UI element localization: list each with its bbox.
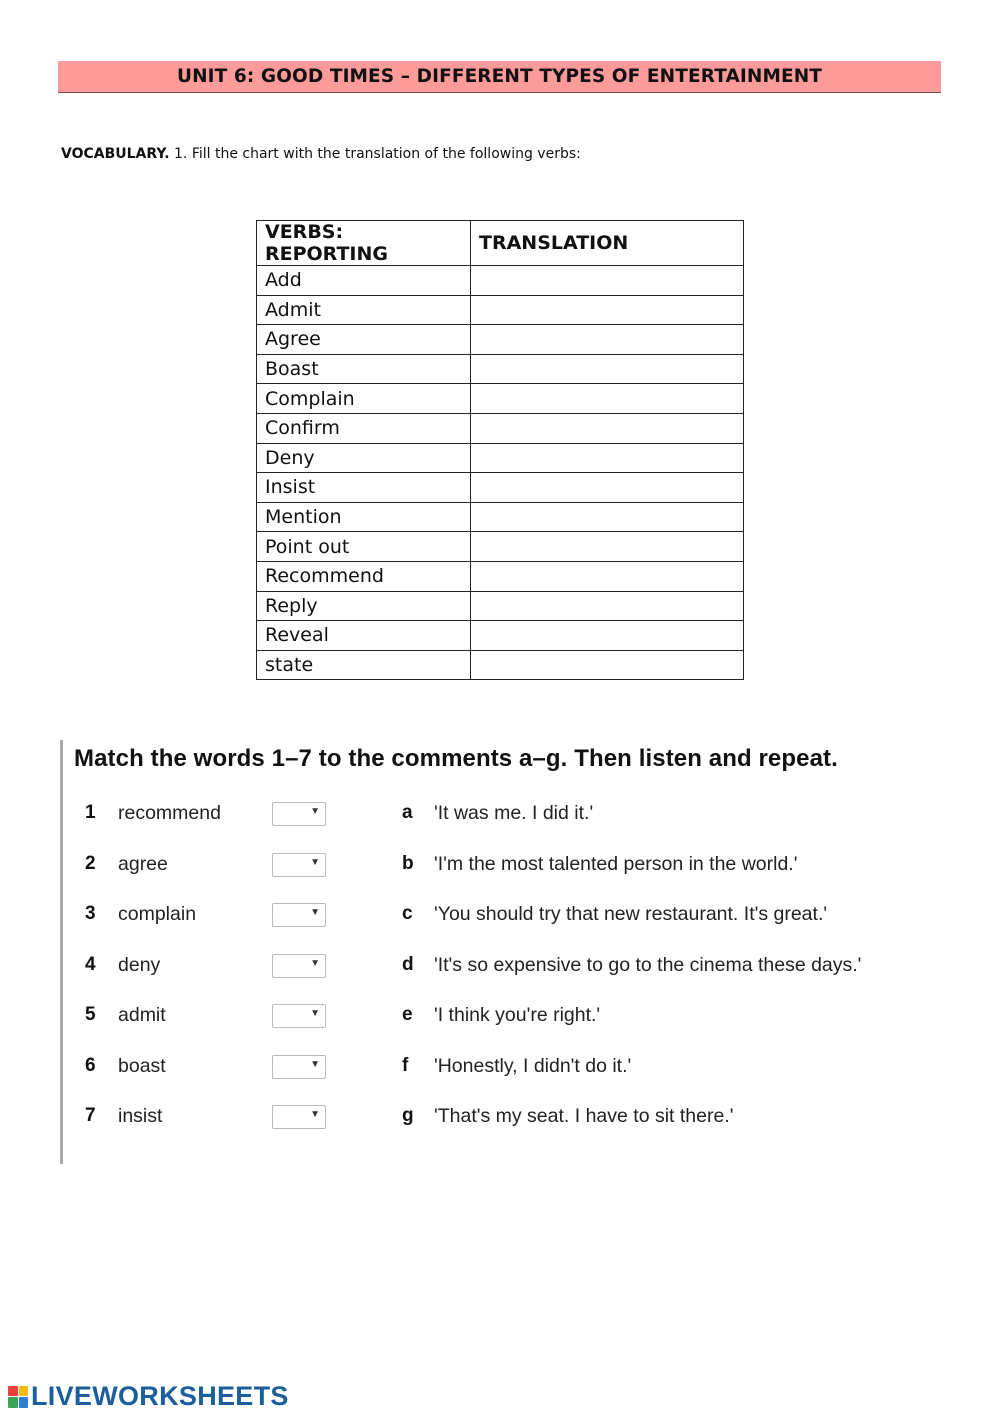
verb-cell: Reply — [257, 591, 471, 621]
table-row — [257, 502, 744, 532]
comment-text: 'You should try that new restaurant. It's great.' — [434, 903, 828, 925]
table-row — [257, 650, 744, 680]
matching-title: Match the words 1–7 to the comments a–g. Then listen and repeat. — [74, 745, 838, 772]
verb-cell: Recommend — [257, 561, 471, 591]
chevron-down-icon: ▼ — [310, 1109, 320, 1120]
comment-text: 'I think you're right.' — [434, 1004, 601, 1026]
translation-cell[interactable] — [471, 325, 744, 355]
table-row — [257, 295, 744, 325]
table-row — [257, 354, 744, 384]
column-header-verbs: VERBS: REPORTING — [257, 221, 471, 266]
item-word: recommend — [118, 802, 221, 824]
translation-cell[interactable] — [471, 443, 744, 473]
verb-cell: state — [257, 650, 471, 680]
table-row — [257, 384, 744, 414]
translation-cell[interactable] — [471, 266, 744, 296]
item-word: complain — [118, 903, 197, 925]
comment-letter: c — [402, 903, 413, 924]
verb-cell: Mention — [257, 502, 471, 532]
translation-cell[interactable] — [471, 532, 744, 562]
table-row — [257, 621, 744, 651]
chevron-down-icon: ▼ — [310, 1059, 320, 1070]
translation-cell[interactable] — [471, 621, 744, 651]
translation-cell[interactable] — [471, 354, 744, 384]
answer-dropdown[interactable] — [272, 954, 326, 978]
verb-cell: Agree — [257, 325, 471, 355]
translation-cell[interactable] — [471, 473, 744, 503]
verb-cell: Add — [257, 266, 471, 296]
table-row — [257, 413, 744, 443]
item-word: boast — [118, 1055, 166, 1077]
chevron-down-icon: ▼ — [310, 907, 320, 918]
answer-dropdown[interactable] — [272, 1055, 326, 1079]
translation-cell[interactable] — [471, 502, 744, 532]
column-header-translation: TRANSLATION — [471, 221, 744, 266]
comment-letter: b — [402, 853, 414, 874]
vocabulary-instruction — [61, 146, 581, 162]
verb-cell: Confirm — [257, 413, 471, 443]
chevron-down-icon: ▼ — [310, 806, 320, 817]
translation-cell[interactable] — [471, 295, 744, 325]
chevron-down-icon: ▼ — [310, 857, 320, 868]
item-word: admit — [118, 1004, 166, 1026]
comment-letter: a — [402, 802, 413, 823]
item-number: 4 — [85, 954, 96, 975]
comment-letter: g — [402, 1105, 414, 1126]
answer-dropdown[interactable] — [272, 802, 326, 826]
answer-dropdown[interactable] — [272, 853, 326, 877]
translation-cell[interactable] — [471, 561, 744, 591]
table-row — [257, 266, 744, 296]
vocabulary-instruction-text: 1. Fill the chart with the translation of the following verbs: — [174, 146, 581, 162]
verb-cell: Boast — [257, 354, 471, 384]
translation-cell[interactable] — [471, 650, 744, 680]
item-word: deny — [118, 954, 161, 976]
verb-cell: Admit — [257, 295, 471, 325]
table-row — [257, 473, 744, 503]
footer-logo — [8, 1381, 289, 1412]
comment-letter: e — [402, 1004, 413, 1025]
item-word: agree — [118, 853, 168, 875]
item-number: 7 — [85, 1105, 96, 1126]
translation-cell[interactable] — [471, 384, 744, 414]
item-word: insist — [118, 1105, 163, 1127]
verb-cell: Reveal — [257, 621, 471, 651]
table-row — [257, 325, 744, 355]
comment-text: 'It's so expensive to go to the cinema these days.' — [434, 954, 862, 976]
table-row — [257, 561, 744, 591]
table-row — [257, 591, 744, 621]
comment-letter: f — [402, 1055, 409, 1076]
brand-name: LIVEWORKSHEETS — [31, 1381, 289, 1411]
verb-cell: Insist — [257, 473, 471, 503]
answer-dropdown[interactable] — [272, 1004, 326, 1028]
vocabulary-label: VOCABULARY. — [61, 146, 170, 162]
page-title: UNIT 6: GOOD TIMES – DIFFERENT TYPES OF ENTERTAINMENT — [58, 61, 941, 93]
comment-text: 'I'm the most talented person in the world.' — [434, 853, 798, 875]
liveworksheets-logo-icon — [8, 1386, 28, 1408]
table-row — [257, 532, 744, 562]
comment-text: 'Honestly, I didn't do it.' — [434, 1055, 632, 1077]
verbs-table — [256, 220, 744, 680]
item-number: 6 — [85, 1055, 96, 1076]
translation-cell[interactable] — [471, 591, 744, 621]
verb-cell: Complain — [257, 384, 471, 414]
item-number: 2 — [85, 853, 96, 874]
item-number: 1 — [85, 802, 96, 823]
table-row — [257, 443, 744, 473]
table-header-row — [257, 221, 744, 266]
answer-dropdown[interactable] — [272, 903, 326, 927]
comment-text: 'It was me. I did it.' — [434, 802, 594, 824]
verb-cell: Deny — [257, 443, 471, 473]
chevron-down-icon: ▼ — [310, 1008, 320, 1019]
answer-dropdown[interactable] — [272, 1105, 326, 1129]
comment-letter: d — [402, 954, 414, 975]
translation-cell[interactable] — [471, 413, 744, 443]
comment-text: 'That's my seat. I have to sit there.' — [434, 1105, 734, 1127]
verb-cell: Point out — [257, 532, 471, 562]
chevron-down-icon: ▼ — [310, 958, 320, 969]
item-number: 5 — [85, 1004, 96, 1025]
item-number: 3 — [85, 903, 96, 924]
